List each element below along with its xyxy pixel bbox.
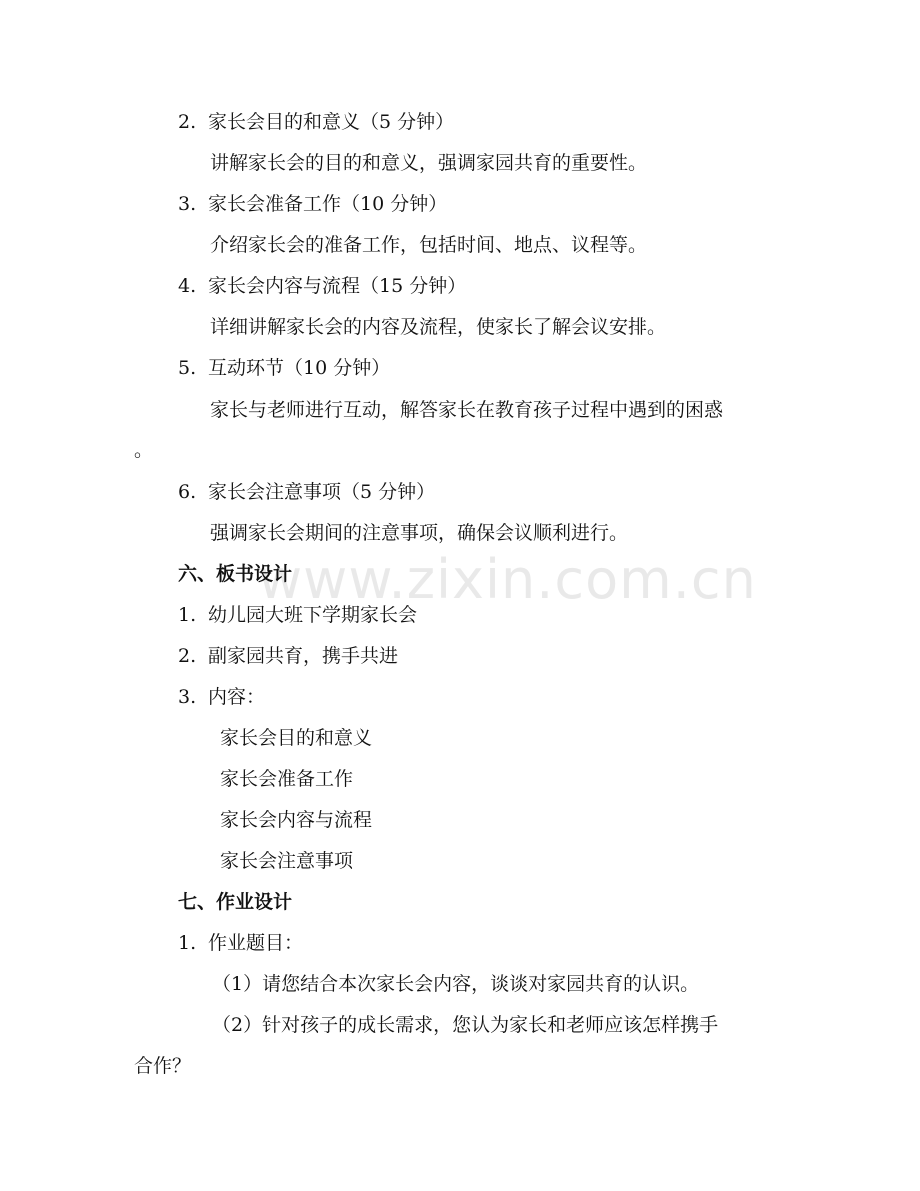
item-number: 2. [178, 111, 197, 133]
item-text: 互动环节（10 分钟） [208, 357, 391, 379]
item-number: 3. [178, 193, 197, 215]
list-item [178, 644, 398, 668]
question: （2）针对孩子的成长需求，您认为家长和老师应该怎样携手 [212, 1014, 719, 1036]
list-item [178, 603, 417, 627]
paragraph: 强调家长会期间的注意事项，确保会议顺利进行。 [210, 522, 629, 544]
item-number: 4. [178, 275, 197, 297]
item-text: 幼儿园大班下学期家长会 [208, 604, 418, 626]
item-text: 家长会目的和意义（5 分钟） [208, 111, 455, 133]
item-text: 副家园共育，携手共进 [208, 645, 399, 667]
paragraph: 家长与老师进行互动，解答家长在教育孩子过程中遇到的困惑 [210, 399, 724, 421]
content-item: 家长会目的和意义 [220, 727, 373, 749]
item-number: 5. [178, 357, 197, 379]
section-heading: 六、板书设计 [178, 563, 293, 585]
item-number: 1. [178, 932, 197, 954]
content-item: 家长会内容与流程 [220, 809, 373, 831]
content-item: 家长会准备工作 [220, 768, 354, 790]
item-text: 作业题目： [208, 932, 304, 954]
list-item [178, 356, 390, 380]
item-text: 家长会注意事项（5 分钟） [208, 481, 436, 503]
paragraph: 讲解家长会的目的和意义，强调家园共育的重要性。 [210, 152, 648, 174]
list-item [178, 480, 435, 504]
section-heading: 七、作业设计 [178, 891, 293, 913]
question-continuation: 合作？ [134, 1055, 192, 1077]
item-number: 1. [178, 604, 197, 626]
list-item [178, 931, 303, 955]
list-item [178, 192, 447, 216]
item-text: 内容： [208, 686, 266, 708]
item-text: 家长会内容与流程（15 分钟） [208, 275, 467, 297]
item-number: 2. [178, 645, 197, 667]
list-item [178, 274, 466, 298]
item-number: 3. [178, 686, 197, 708]
list-item [178, 685, 265, 709]
paragraph: 介绍家长会的准备工作，包括时间、地点、议程等。 [210, 234, 648, 256]
item-text: 家长会准备工作（10 分钟） [208, 193, 448, 215]
content-item: 家长会注意事项 [220, 850, 354, 872]
paragraph-continuation: 。 [134, 439, 154, 461]
question: （1）请您结合本次家长会内容，谈谈对家园共育的认识。 [212, 973, 700, 995]
paragraph: 详细讲解家长会的内容及流程，使家长了解会议安排。 [210, 316, 667, 338]
item-number: 6. [178, 481, 197, 503]
list-item [178, 110, 454, 134]
watermark: www.zixin.com.cn [258, 548, 757, 611]
